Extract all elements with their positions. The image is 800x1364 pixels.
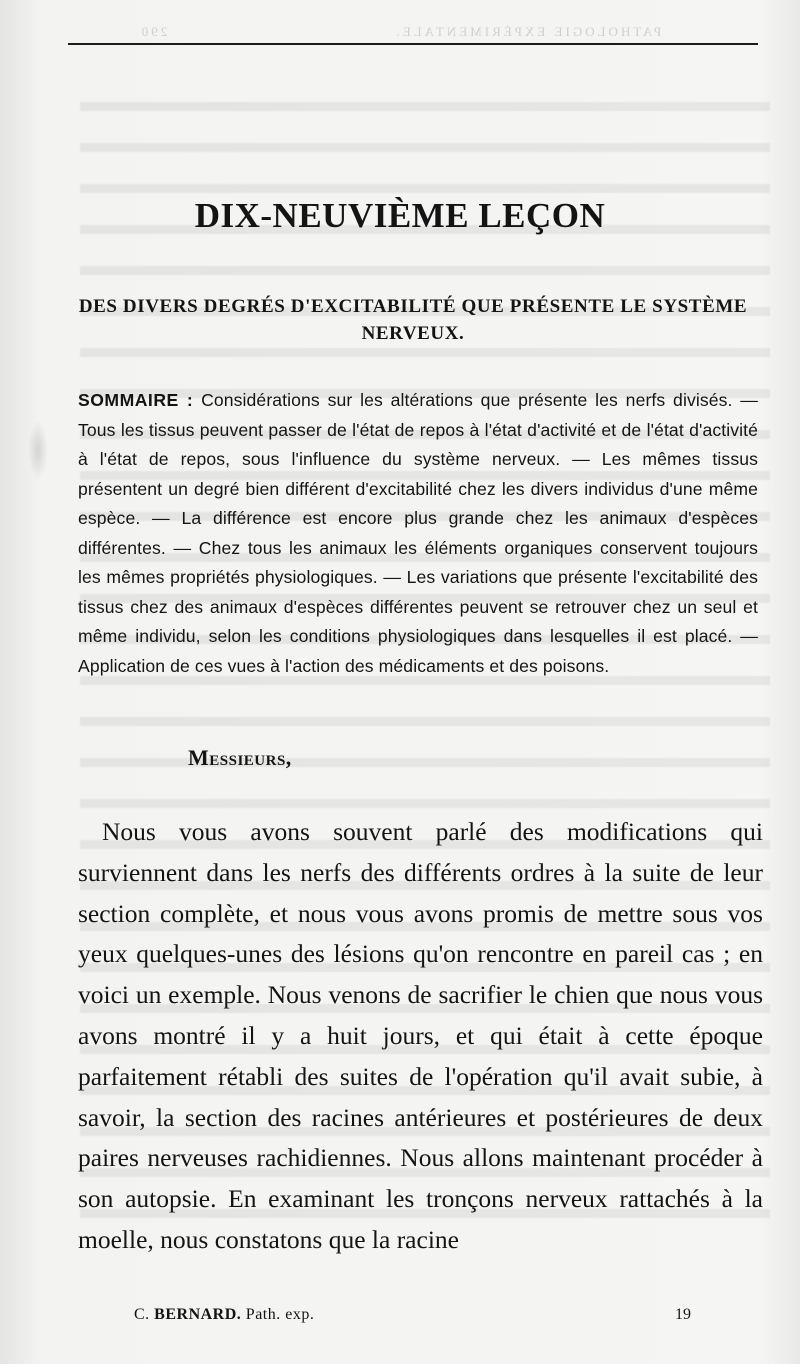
salutation: Messieurs, <box>188 745 292 770</box>
summary-block <box>78 386 758 681</box>
footer-prefix: C. <box>134 1306 150 1323</box>
bleed-through-header-text: PATHOLOGIE EXPÉRIMENTALE. <box>393 24 662 39</box>
bleed-through-header <box>0 24 800 40</box>
footer-author: BERNARD. <box>154 1306 242 1323</box>
header-rule <box>68 43 758 45</box>
summary-label: SOMMAIRE : <box>78 390 194 410</box>
lesson-subtitle: DES DIVERS DEGRÉS D'EXCITABILITÉ QUE PRÉSENTE LE SYSTÈME NERVEUX. <box>78 296 748 344</box>
lesson-title: DIX-NEUVIÈME LEÇON <box>194 196 606 235</box>
footer-book: Path. exp. <box>245 1306 315 1323</box>
page-smudge <box>28 420 48 480</box>
bleed-through-page-number: 290 <box>138 24 168 39</box>
page-footer <box>0 1306 800 1330</box>
body-paragraph: Nous vous avons souvent parlé des modifications qui surviennent dans les nerfs des différents ordres à la suite de leur section complète, et nous vous avons promis de mettre sous vos yeux quelques-unes des lésions qu'on rencontre en pareil cas ; en voici un exemple. Nous venons de sacrifier le chien que nous vous avons montré il y a huit jours, et qui était à cette époque parfaitement rétabli des suites de l'opération qu'il avait subie, à savoir, la section des racines antérieures et postérieures de deux paires nerveuses rachidiennes. Nous allons maintenant procéder à son autopsie. En examinant les tronçons nerveux rattachés à la moelle, nous constatons que la racine <box>78 817 763 1254</box>
signature-number: 19 <box>675 1306 691 1323</box>
summary-text: Considérations sur les altérations que présente les nerfs divisés. — Tous les tissus peuvent passer de l'état de repos à l'état d'activité et de l'état d'activité à l'état de repos, sous l'influence du système nerveux. — Les mêmes tissus présentent un degré bien différent d'excitabilité chez les divers individus d'une même espèce. — La différence est encore plus grande chez les animaux d'espèces différentes. — Chez tous les animaux les éléments organiques conservent toujours les mêmes propriétés physiologiques. — Les variations que présente l'excitabilité des tissus chez des animaux d'espèces différentes peuvent se retrouver chez un seul et même individu, selon les conditions physiologiques dans lesquelles il est placé. — Application de ces vues à l'action des médicaments et des poisons. <box>78 390 758 676</box>
footer-signature-mark <box>134 1306 314 1324</box>
